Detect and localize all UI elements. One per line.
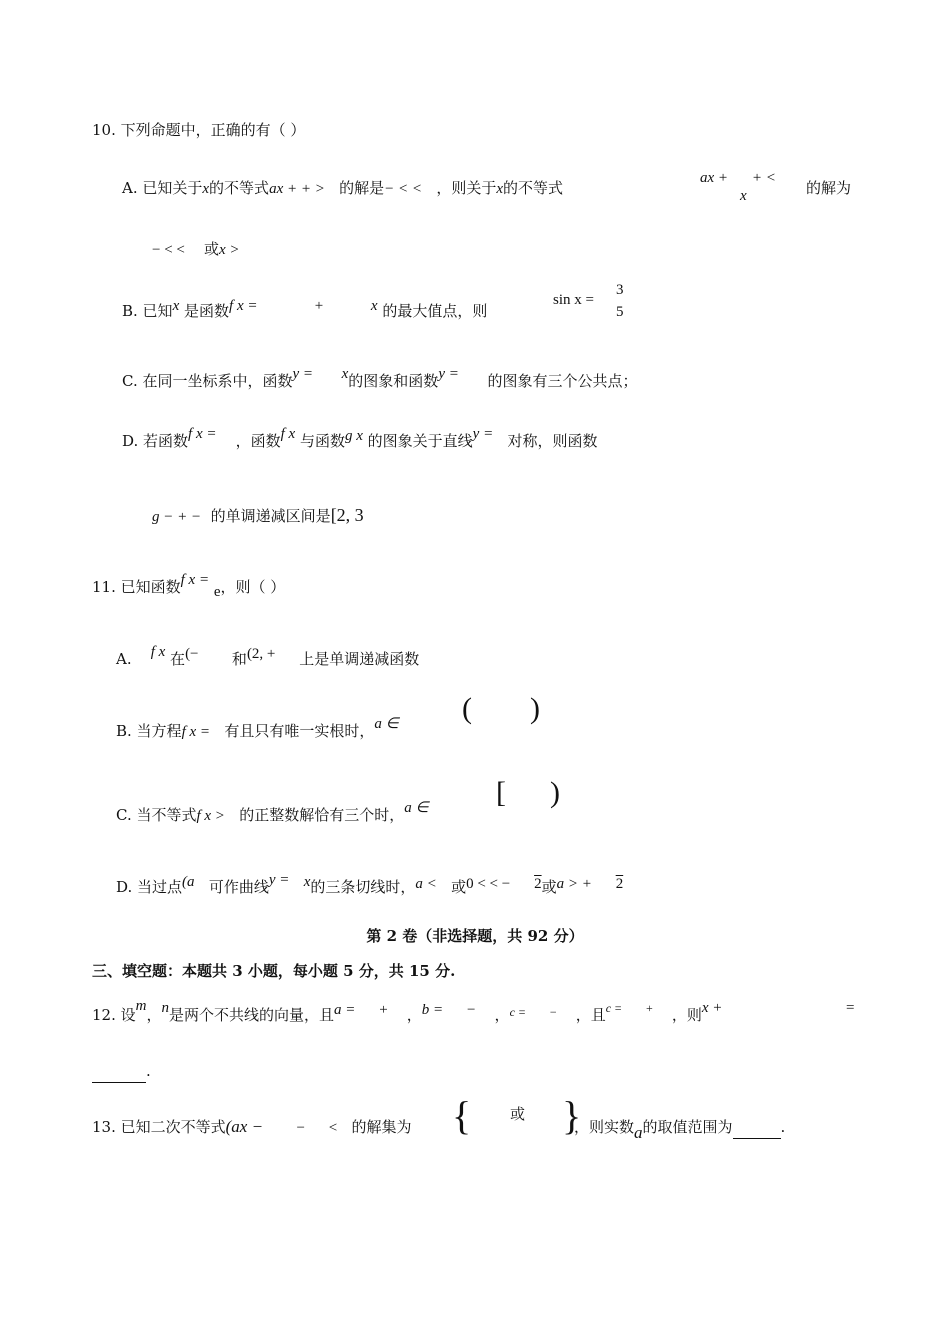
- math: 3: [616, 282, 624, 298]
- text: .: [780, 1118, 786, 1136]
- math: − < <: [384, 181, 423, 197]
- text: ，: [146, 1006, 162, 1024]
- q12-equals: [846, 996, 854, 1019]
- text: C. 当不等式: [116, 806, 197, 824]
- math: y =: [438, 366, 459, 382]
- math: 2: [534, 876, 542, 892]
- q10-option-c: [122, 366, 638, 393]
- text: ，: [406, 1006, 422, 1024]
- q10-option-b: [122, 300, 487, 323]
- text: D. 当过点: [116, 878, 183, 896]
- q13-tail: [574, 1116, 786, 1142]
- math: (a: [182, 874, 195, 890]
- q13-or: 或: [510, 1105, 526, 1123]
- math: 5: [616, 304, 624, 320]
- q11-option-d: [116, 872, 624, 899]
- text: 的不等式: [503, 179, 564, 197]
- q11-option-a: [116, 644, 420, 671]
- text: 的取值范围为: [642, 1118, 733, 1136]
- math: <: [328, 1120, 338, 1136]
- text: 的单调递减区间是: [210, 507, 331, 525]
- text: 或: [203, 240, 219, 258]
- math: m: [135, 998, 147, 1014]
- text: 对称，则函数: [507, 432, 598, 450]
- text: 的最大值点，则: [382, 302, 488, 320]
- math: +: [646, 1001, 653, 1015]
- q10-a-denominator: [740, 184, 747, 207]
- q10-a-line2: [152, 238, 240, 261]
- text: 的不等式: [209, 179, 270, 197]
- text: A.: [116, 650, 132, 668]
- math: (2, +: [246, 646, 276, 662]
- answer-blank[interactable]: [733, 1116, 781, 1139]
- math: a ∈: [404, 800, 429, 816]
- math: 2: [615, 876, 624, 892]
- text: B. 已知: [122, 302, 173, 320]
- text: ，则（ ）: [220, 578, 286, 596]
- math: x: [370, 298, 378, 314]
- q13-right-brace: }: [562, 1093, 582, 1138]
- math: f x: [280, 426, 296, 442]
- text: 的图象关于直线: [367, 432, 473, 450]
- text: D. 若函数: [122, 432, 189, 450]
- answer-blank[interactable]: [92, 1060, 146, 1083]
- text: ，则关于: [436, 179, 497, 197]
- text: C. 在同一坐标系中，函数: [122, 372, 293, 390]
- text: 12. 设: [92, 1006, 136, 1024]
- math: a <: [415, 876, 437, 892]
- text: 和: [231, 650, 247, 668]
- math: ax +: [700, 170, 729, 186]
- q10-option-d: [122, 426, 598, 453]
- math: y =: [292, 366, 314, 382]
- q10-a-fraction: [700, 166, 776, 189]
- math: + <: [751, 170, 776, 186]
- text: .: [146, 1062, 151, 1080]
- text: B. 当方程: [116, 722, 182, 740]
- q10-b-num: [616, 278, 624, 301]
- math: a > +: [556, 876, 592, 892]
- math: x: [341, 366, 349, 382]
- math: − < <: [152, 242, 185, 258]
- math: +: [314, 298, 324, 314]
- math: a ∈: [374, 716, 399, 732]
- math: −: [467, 1002, 476, 1018]
- section-title: 第 2 卷（非选择题，共 92 分）: [366, 927, 584, 945]
- text: 可作曲线: [208, 878, 269, 896]
- math: a =: [334, 1002, 356, 1018]
- q11-c-left-bracket: [: [496, 776, 506, 809]
- text: 是函数: [184, 302, 230, 320]
- math: x >: [218, 242, 240, 258]
- text: 或: [541, 878, 557, 896]
- math: x +: [701, 1000, 723, 1016]
- text: 的解集为: [351, 1118, 412, 1136]
- q12-answer-blank[interactable]: [92, 1060, 151, 1083]
- math: g − + −: [152, 509, 202, 525]
- math: [2, 3: [330, 505, 364, 525]
- math: x: [172, 298, 180, 314]
- q11-b-right-paren: ): [530, 692, 540, 725]
- q11-option-c: [116, 800, 429, 827]
- math: x: [496, 181, 504, 197]
- q11-stem: [92, 572, 286, 600]
- math: c =: [509, 1005, 526, 1019]
- section-heading: 三、填空题：本题共 3 小题，每小题 5 分，共 15 分.: [92, 962, 456, 980]
- text: 是两个不共线的向量，且: [168, 1006, 334, 1024]
- text: 的解是: [339, 179, 385, 197]
- math: y =: [268, 872, 290, 888]
- text: A. 已知关于: [122, 179, 203, 197]
- text: ，且: [575, 1006, 606, 1024]
- q13-stem: [92, 1116, 412, 1139]
- text: ，则: [671, 1006, 702, 1024]
- math: f x =: [181, 724, 211, 740]
- math: c =: [605, 1001, 623, 1015]
- math: (−: [185, 646, 199, 662]
- math: a: [634, 1123, 643, 1142]
- math: =: [846, 1000, 855, 1016]
- q10-d-line2: [152, 504, 364, 528]
- math: sin x =: [553, 292, 594, 308]
- math: 0 < < −: [466, 876, 511, 892]
- math: f x =: [180, 572, 210, 588]
- q11-b-left-paren: (: [462, 692, 472, 725]
- text: 13. 已知二次不等式: [92, 1118, 226, 1136]
- math: f x >: [196, 808, 225, 824]
- math: x: [303, 874, 311, 890]
- text: ，函数: [235, 432, 281, 450]
- math: f x =: [229, 298, 258, 314]
- q10-option-a: [122, 177, 563, 200]
- q10-stem: 10. 下列命题中，正确的有（ ）: [92, 121, 306, 139]
- math: +: [379, 1002, 388, 1018]
- text: 或: [451, 878, 467, 896]
- math: ax + + >: [269, 181, 325, 197]
- math: b =: [421, 1002, 444, 1018]
- math: e: [213, 584, 221, 600]
- math: f x =: [188, 426, 217, 442]
- text: 的三条切线时，: [310, 878, 416, 896]
- q11-option-b: [116, 716, 399, 743]
- q13-left-brace: {: [452, 1093, 472, 1138]
- math: −: [296, 1120, 305, 1136]
- math: −: [549, 1005, 557, 1019]
- text: ，则实数: [574, 1118, 635, 1136]
- text: 的图象和函数: [348, 372, 439, 390]
- q10-a-end: 的解为: [806, 179, 852, 197]
- math: f x: [150, 644, 166, 660]
- math: (ax −: [225, 1117, 264, 1136]
- text: 的正整数解恰有三个时，: [239, 806, 405, 824]
- text: ，: [494, 1006, 510, 1024]
- q10-b-den: [616, 300, 624, 323]
- q10-b-sin: [553, 288, 594, 311]
- text: 在: [170, 650, 186, 668]
- math: x: [202, 181, 210, 197]
- math: n: [161, 1000, 169, 1016]
- text: 上是单调递减函数: [299, 650, 420, 668]
- math: x: [740, 188, 747, 204]
- text: 有且只有唯一实根时，: [224, 722, 375, 740]
- math: y =: [472, 426, 494, 442]
- q11-c-right-paren: ): [550, 776, 560, 809]
- math: g x: [344, 428, 363, 444]
- text: 的图象有三个公共点；: [487, 372, 638, 390]
- text: 11. 已知函数: [92, 578, 181, 596]
- q12-stem: [92, 998, 723, 1027]
- text: 与函数: [299, 432, 345, 450]
